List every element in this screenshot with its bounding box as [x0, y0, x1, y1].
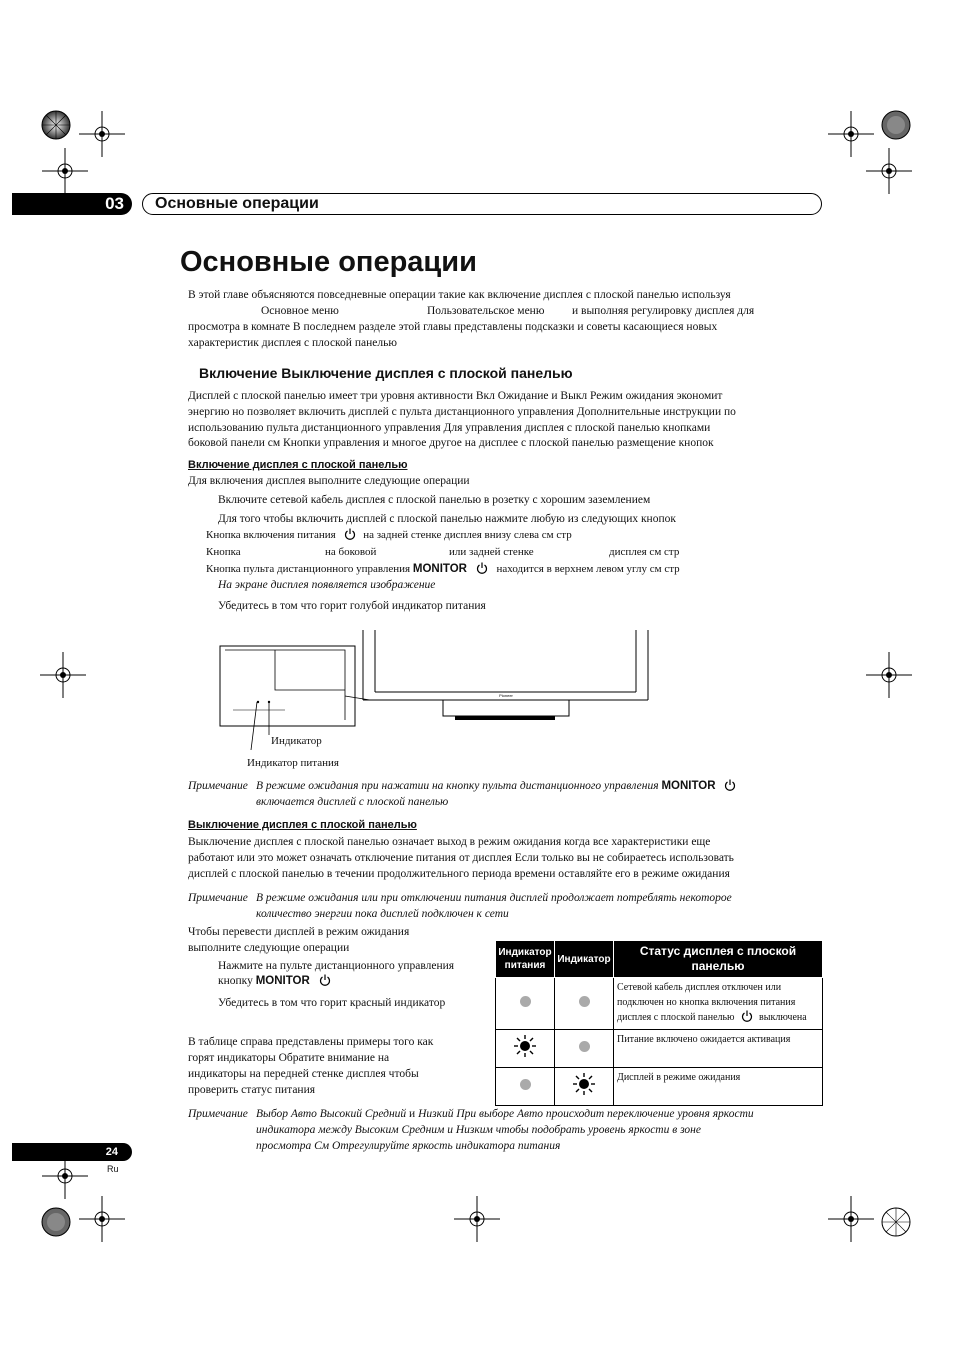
led-off-icon: [579, 1041, 590, 1052]
status-table-header: [496, 941, 823, 978]
power-icon: [344, 528, 356, 540]
turn-on-step-2: Для того чтобы включить дисплей с плоской панелью нажмите любую из следующих кнопок: [218, 513, 676, 525]
standby-step-2: Убедитесь в том что горит красный индикатор: [218, 997, 446, 1009]
option-remote-label: Кнопка пульта дистанционного управления: [206, 563, 411, 575]
note-3-line-1b: и: [409, 1108, 416, 1120]
table-note-4: проверить статус питания: [188, 1084, 316, 1096]
table-row: [496, 978, 823, 1030]
option-side-button-label: Кнопка: [206, 546, 241, 558]
crosshair-mark-top-left-2: [42, 148, 88, 194]
note-1-line-2: включается дисплей с плоской панелью: [256, 796, 449, 808]
section-heading-on-off: Включение Выключение дисплея с плоской панелью: [199, 365, 573, 381]
standby-intro-1: Чтобы перевести дисплей в режим ожидания: [188, 926, 410, 938]
intro-line-4: характеристик дисплея с плоской панелью: [188, 337, 397, 349]
status-row-1-line-3-text: дисплея с плоской панелью: [617, 1012, 735, 1023]
turn-on-step-1: Включите сетевой кабель дисплея с плоской панелью в розетку с хорошим заземлением: [218, 494, 651, 506]
led-on-icon: [573, 1073, 595, 1095]
label-indicator: Индикатор: [271, 735, 322, 747]
standby-step-1b: [218, 973, 331, 989]
section1-line-1: Дисплей с плоской панелью имеет три уровня активности Вкл Ожидание и Выкл Режим ожидания экономит: [188, 390, 723, 402]
crosshair-mark-top-right-2: [866, 148, 912, 194]
registration-mark-bottom-left: [33, 1199, 79, 1245]
table-note-3: индикаторы на передней стенке дисплея чтобы: [188, 1068, 419, 1080]
table-note-2: горят индикаторы Обратите внимание на: [188, 1052, 390, 1064]
brand-logo: Pioneer: [499, 693, 513, 698]
crosshair-mark-bottom-center: [454, 1196, 500, 1242]
option-power-label: Кнопка включения питания: [206, 529, 336, 541]
led-off-icon: [520, 1079, 531, 1090]
intro-user-menu: Пользовательское меню: [427, 305, 545, 317]
table-row: [496, 1030, 823, 1068]
note-2-label: Примечание: [188, 892, 248, 904]
note-3-line-1c: Низкий При выборе Авто происходит переключение уровня яркости: [418, 1108, 754, 1120]
status-row-1-line-1: Сетевой кабель дисплея отключен или: [617, 982, 782, 993]
section1-line-3: использованию пульта дистанционного управления Для управления дисплея с плоской панелью кнопками: [188, 422, 711, 434]
turn-on-result: На экране дисплея появляется изображение: [218, 579, 436, 591]
crosshair-mark-mid-right: [866, 652, 912, 698]
chapter-title-bar: [142, 193, 822, 215]
table-note-1: В таблице справа представлены примеры того как: [188, 1036, 434, 1048]
turn-off-line-3: дисплей с плоской панелью в течении продолжительного периода времени оставляйте его в режиме ожидания: [188, 868, 730, 880]
section1-line-2: энергию но позволяет включить дисплей с пульта дистанционного управления Дополнительные инструкции по: [188, 406, 736, 418]
option-power-detail: на задней стенке дисплея внизу слева см стр: [363, 529, 572, 541]
note-3-line-2: индикатора между Высоким Средним и Низким чтобы подобрать уровень яркости в зоне: [256, 1124, 701, 1136]
standby-step-1a: Нажмите на пульте дистанционного управления: [218, 960, 455, 972]
status-cell: Дисплей в режиме ожидания: [614, 1068, 823, 1106]
option-side-button-ref: дисплея см стр: [609, 546, 680, 558]
crosshair-mark-mid-left: [40, 652, 86, 698]
option-remote-button: [206, 561, 680, 577]
status-cell: [614, 978, 823, 1030]
option-side-button-rear: или задней стенке: [449, 546, 534, 558]
header-status: Статус дисплея с плоской панелью: [614, 941, 823, 978]
subheading-turn-on: Включение дисплея с плоской панелью: [188, 459, 408, 471]
note-1-label: Примечание: [188, 780, 248, 792]
turn-on-intro: Для включения дисплея выполните следующие операции: [188, 475, 470, 487]
crosshair-mark-bottom-right: [828, 1196, 874, 1242]
note-3-line-1a: Выбор Авто Высокий Средний: [256, 1108, 407, 1120]
display-front-illustration: [215, 630, 665, 750]
note-3-line-3: просмотра См Отрегулируйте яркость индикатора питания: [256, 1140, 561, 1152]
note-3-line-1: [256, 1106, 754, 1122]
standby-step-1b-text: кнопку: [218, 975, 253, 987]
note-1-text-1: В режиме ожидания при нажатии на кнопку пульта дистанционного управления: [256, 780, 659, 792]
power-icon: [724, 779, 736, 791]
table-row: [496, 1068, 823, 1106]
standby-intro-2: выполните следующие операции: [188, 942, 350, 954]
page-number: 24: [12, 1143, 132, 1161]
language-code: Ru: [107, 1164, 119, 1174]
turn-off-line-1: Выключение дисплея с плоской панелью означает выход в режим ожидания когда все характеристики еще: [188, 836, 711, 848]
note-1-line-1: [256, 778, 736, 794]
monitor-button-label: MONITOR: [412, 563, 467, 575]
status-row-1-line-3-end: выключена: [759, 1012, 807, 1023]
status-row-1-line-3: [617, 1010, 819, 1025]
option-side-button-side: на боковой: [325, 546, 377, 558]
led-on-icon: [514, 1035, 536, 1057]
status-table: [495, 940, 823, 1106]
power-icon: [476, 562, 488, 574]
registration-mark-bottom-right: [873, 1199, 919, 1245]
standby-monitor-button: MONITOR: [255, 975, 310, 987]
status-cell: Питание включено ожидается активация: [614, 1030, 823, 1068]
turn-on-step-3: Убедитесь в том что горит голубой индикатор питания: [218, 600, 486, 612]
note-1-monitor-button: MONITOR: [661, 780, 716, 792]
registration-mark-top-left: [33, 102, 79, 148]
page-title: Основные операции: [180, 246, 477, 278]
led-off-icon: [520, 996, 531, 1007]
intro-line-1: В этой главе объясняются повседневные операции такие как включение дисплея с плоской панелью используя: [188, 289, 731, 301]
intro-line-2-end: и выполняя регулировку дисплея для: [572, 305, 755, 317]
registration-mark-top-right: [873, 102, 919, 148]
chapter-title: Основные операции: [155, 195, 319, 212]
option-remote-detail: находится в верхнем левом углу см стр: [496, 563, 680, 575]
intro-line-3: просмотра в комнате В последнем разделе этой главы представлены подсказки и советы касающиеся новых: [188, 321, 718, 333]
led-off-icon: [579, 996, 590, 1007]
power-icon: [741, 1010, 753, 1022]
note-2-line-1: В режиме ожидания или при отключении питания дисплей продолжает потреблять некоторое: [256, 892, 732, 904]
header-power-indicator: Индикатор питания: [496, 941, 555, 978]
header-indicator: Индикатор: [555, 941, 614, 978]
note-2-line-2: количество энергии пока дисплей подключен к сети: [256, 908, 509, 920]
chapter-number-badge: 03: [12, 193, 132, 215]
option-power-button: [206, 527, 572, 543]
crosshair-mark-bottom-left-2: [79, 1196, 125, 1242]
turn-off-line-2: работают или это может означать отключение питания от дисплея Если только вы не собираетесь использовать: [188, 852, 734, 864]
subheading-turn-off: Выключение дисплея с плоской панелью: [188, 819, 417, 831]
intro-main-menu: Основное меню: [261, 305, 339, 317]
note-3-label: Примечание: [188, 1108, 248, 1120]
power-icon: [319, 974, 331, 986]
status-row-1-line-2: подключен но кнопка включения питания: [617, 997, 796, 1008]
section1-line-4: боковой панели см Кнопки управления и многое другое на дисплее с плоской панелью размещение кнопок: [188, 437, 714, 449]
label-power-indicator: Индикатор питания: [247, 757, 339, 769]
